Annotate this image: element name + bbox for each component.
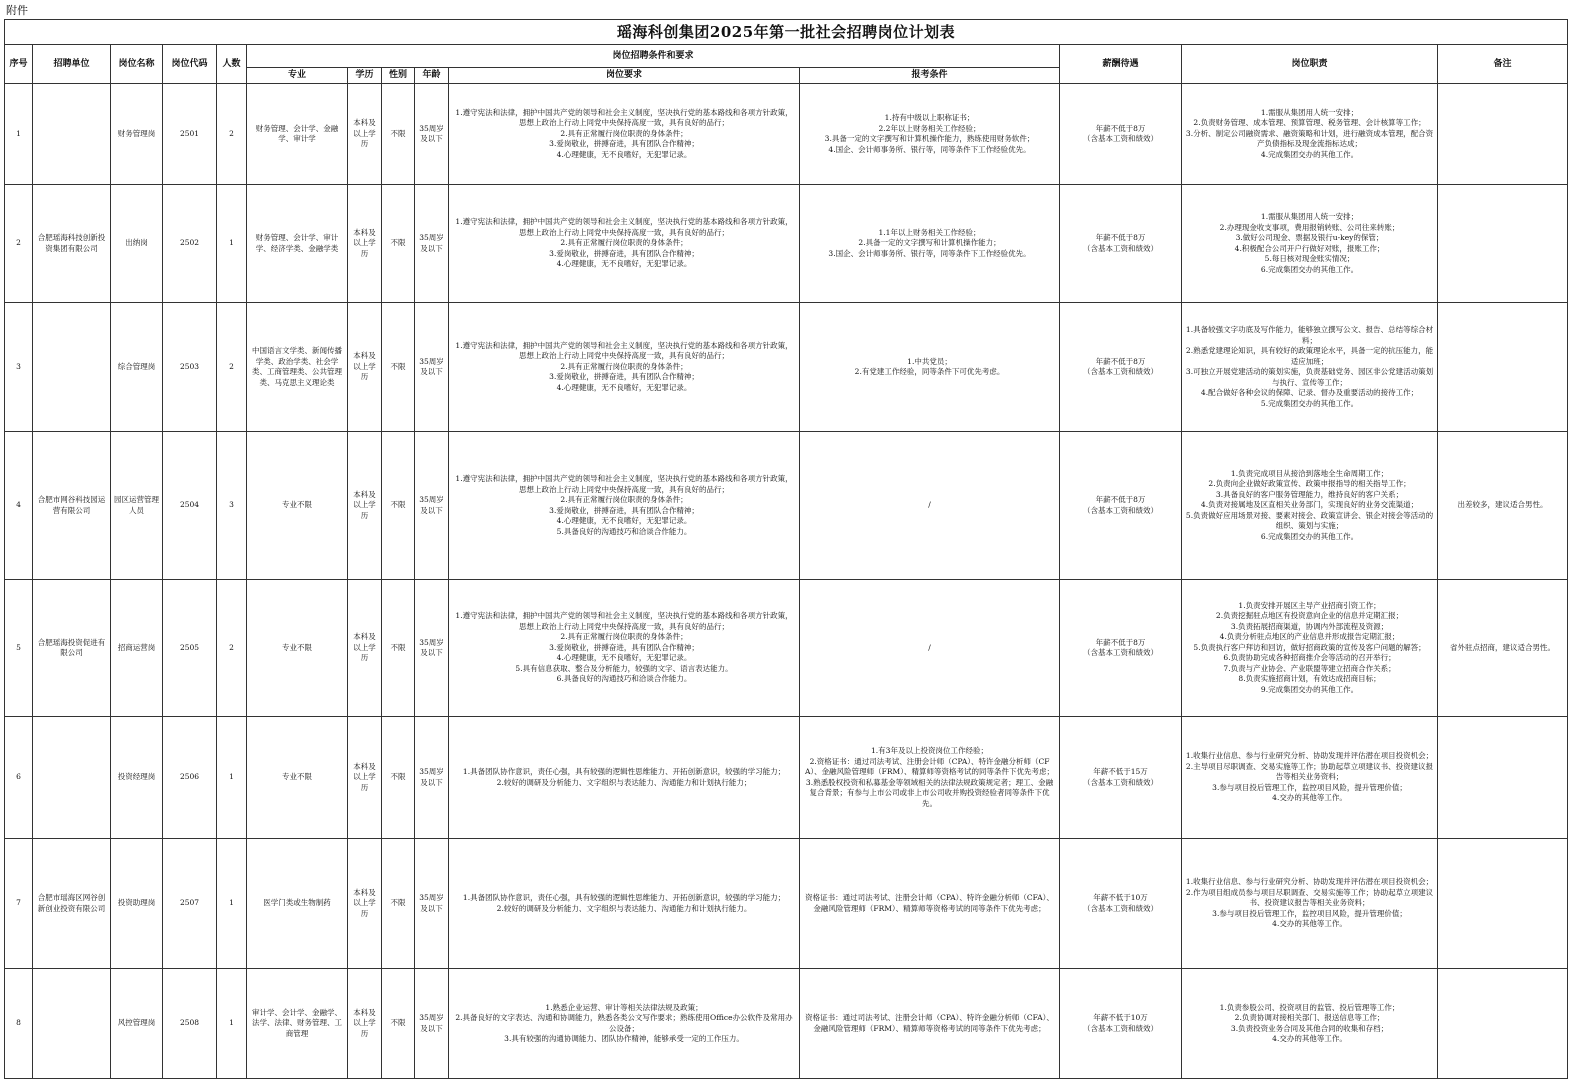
cell-duties: 1.需服从集团用人统一安排； 2.负责财务管理、成本管理、预算管理、税务管理、会计核算等工作； 3.分析、制定公司融资需求、融资策略和计划，进行融资成本管理，配合资产负债指标及现金流指标达成； 4.完成集团交办的其他工作。 <box>1182 84 1438 185</box>
cell-unit <box>33 84 111 185</box>
table-row <box>5 969 1568 1079</box>
table-row <box>5 839 1568 969</box>
cell-unit <box>33 717 111 839</box>
cell-major: 专业不限 <box>247 717 348 839</box>
cell-remarks: 出差较多，建议适合男性。 <box>1438 432 1568 580</box>
cell-age: 35周岁及以下 <box>415 185 449 303</box>
cell-unit: 合肥市瑶海区网谷创新创业投资有限公司 <box>33 839 111 969</box>
cell-salary: 年薪不低于8万 （含基本工资和绩效） <box>1060 303 1182 432</box>
cell-age: 35周岁及以下 <box>415 303 449 432</box>
cell-eligibility: 1.1年以上财务相关工作经验； 2.具备一定的文字撰写和计算机操作能力； 3.国企、会计师事务所、银行等，同等条件下工作经验优先。 <box>800 185 1060 303</box>
cell-education: 本科及以上学历 <box>348 432 382 580</box>
cell-duties: 1.具备较强文字功底及写作能力，能够独立撰写公文、报告、总结等综合材料； 2.熟悉党建理论知识，具有较好的政策理论水平，具备一定的抗压能力，能适应加班； 3.可独立开展党建活动的策划实施，负责基础党务、园区非公党建活动策划与执行、宣传等工作； 4.配合做好各种会议的保障、记录、督办及重要活动的接待工作； 5.完成集团交办的其他工作。 <box>1182 303 1438 432</box>
cell-post: 出纳岗 <box>111 185 163 303</box>
table-title: 瑶海科创集团2025年第一批社会招聘岗位计划表 <box>5 20 1568 45</box>
cell-code: 2504 <box>163 432 217 580</box>
header-unit: 招聘单位 <box>33 45 111 84</box>
cell-index: 5 <box>5 580 33 717</box>
cell-requirements: 1.遵守宪法和法律，拥护中国共产党的领导和社会主义制度，坚决执行党的基本路线和各项方针政策，思想上政治上行动上同党中央保持高度一致，具有良好的品行； 2.具有正常履行岗位职责的身体条件； 3.爱岗敬业，拼搏奋进，具有团队合作精神； 4.心理健康，无不良嗜好，无犯罪记录。 5.具有信息获取、整合及分析能力，较强的文字、语言表达能力。 6.具备良好的沟通技巧和洽谈合作能力。 <box>449 580 800 717</box>
cell-gender: 不限 <box>382 839 415 969</box>
cell-remarks <box>1438 839 1568 969</box>
cell-post: 招商运营岗 <box>111 580 163 717</box>
cell-education: 本科及以上学历 <box>348 969 382 1079</box>
header-requirements: 岗位要求 <box>449 68 800 84</box>
table-row <box>5 84 1568 185</box>
cell-age: 35周岁及以下 <box>415 84 449 185</box>
cell-unit <box>33 303 111 432</box>
cell-index: 3 <box>5 303 33 432</box>
header-major: 专业 <box>247 68 348 84</box>
table-row <box>5 432 1568 580</box>
cell-index: 2 <box>5 185 33 303</box>
header-duties: 岗位职责 <box>1182 45 1438 84</box>
table-row <box>5 717 1568 839</box>
table-row <box>5 303 1568 432</box>
cell-index: 7 <box>5 839 33 969</box>
cell-salary: 年薪不低于8万 （含基本工资和绩效） <box>1060 432 1182 580</box>
cell-count: 2 <box>217 84 247 185</box>
cell-major: 医学门类或生物制药 <box>247 839 348 969</box>
cell-eligibility: 1.中共党员； 2.有党建工作经验，同等条件下可优先考虑。 <box>800 303 1060 432</box>
cell-duties: 1.收集行业信息、参与行业研究分析、协助发现并评估潜在项目投资机会； 2.主导项目尽职调查、交易实施等工作；协助起草立项建议书、投资建议报告等相关业务资料； 3.参与项目投后管理工作，监控项目风险，提升管理价值； 4.交办的其他等工作。 <box>1182 717 1438 839</box>
header-eligibility: 报考条件 <box>800 68 1060 84</box>
cell-remarks <box>1438 185 1568 303</box>
cell-index: 1 <box>5 84 33 185</box>
cell-post: 风控管理岗 <box>111 969 163 1079</box>
cell-post: 投资经理岗 <box>111 717 163 839</box>
table-row <box>5 185 1568 303</box>
cell-requirements: 1.遵守宪法和法律，拥护中国共产党的领导和社会主义制度，坚决执行党的基本路线和各项方针政策，思想上政治上行动上同党中央保持高度一致，具有良好的品行； 2.具有正常履行岗位职责的身体条件； 3.爱岗敬业，拼搏奋进，具有团队合作精神； 4.心理健康，无不良嗜好，无犯罪记录。 <box>449 185 800 303</box>
cell-requirements: 1.熟悉企业运营、审计等相关法律法规及政策； 2.具备良好的文字表达、沟通和协调能力，熟悉各类公文写作要求；熟练使用Office办公软件及常用办公设备； 3.具有较强的沟通协调能力、团队协作精神，能够承受一定的工作压力。 <box>449 969 800 1079</box>
cell-gender: 不限 <box>382 580 415 717</box>
cell-remarks <box>1438 969 1568 1079</box>
cell-gender: 不限 <box>382 969 415 1079</box>
cell-eligibility: 资格证书：通过司法考试、注册会计师（CPA）、特许金融分析师（CFA）、金融风险管理师（FRM）、精算师等资格考试的同等条件下优先考虑； <box>800 969 1060 1079</box>
cell-eligibility: / <box>800 580 1060 717</box>
cell-unit: 合肥瑶海投资促进有限公司 <box>33 580 111 717</box>
cell-major: 财务管理、会计学、审计学、经济学类、金融学类 <box>247 185 348 303</box>
cell-gender: 不限 <box>382 84 415 185</box>
cell-count: 2 <box>217 580 247 717</box>
cell-requirements: 1.遵守宪法和法律，拥护中国共产党的领导和社会主义制度，坚决执行党的基本路线和各项方针政策，思想上政治上行动上同党中央保持高度一致，具有良好的品行； 2.具有正常履行岗位职责的身体条件； 3.爱岗敬业，拼搏奋进，具有团队合作精神； 4.心理健康，无不良嗜好，无犯罪记录。 5.具备良好的沟通技巧和洽谈合作能力。 <box>449 432 800 580</box>
cell-education: 本科及以上学历 <box>348 185 382 303</box>
cell-count: 1 <box>217 185 247 303</box>
attachment-label: 附件 <box>6 4 28 17</box>
cell-post: 财务管理岗 <box>111 84 163 185</box>
cell-eligibility: 1.持有中级以上职称证书； 2.2年以上财务相关工作经验； 3.具备一定的文字撰写和计算机操作能力，熟练使用财务软件； 4.国企、会计师事务所、银行等，同等条件下工作经验优先。 <box>800 84 1060 185</box>
cell-code: 2503 <box>163 303 217 432</box>
cell-duties: 1.收集行业信息、参与行业研究分析、协助发现并评估潜在项目投资机会； 2.作为项目组成员参与项目尽职调查、交易实施等工作；协助起草立项建议书、投资建议报告等相关业务资料； 3.参与项目投后管理工作，监控项目风险，提升管理价值； 4.交办的其他等工作。 <box>1182 839 1438 969</box>
cell-index: 8 <box>5 969 33 1079</box>
cell-major: 财务管理、会计学、金融学、审计学 <box>247 84 348 185</box>
cell-requirements: 1.遵守宪法和法律，拥护中国共产党的领导和社会主义制度，坚决执行党的基本路线和各项方针政策，思想上政治上行动上同党中央保持高度一致，具有良好的品行； 2.具有正常履行岗位职责的身体条件； 3.爱岗敬业，拼搏奋进，具有团队合作精神； 4.心理健康，无不良嗜好，无犯罪记录。 <box>449 303 800 432</box>
cell-age: 35周岁及以下 <box>415 839 449 969</box>
cell-unit <box>33 969 111 1079</box>
cell-age: 35周岁及以下 <box>415 717 449 839</box>
cell-major: 中国语言文学类、新闻传播学类、政治学类、社会学类、工商管理类、公共管理类、马克思主义理论类 <box>247 303 348 432</box>
cell-count: 1 <box>217 969 247 1079</box>
cell-code: 2506 <box>163 717 217 839</box>
cell-code: 2505 <box>163 580 217 717</box>
cell-salary: 年薪不低于8万 （含基本工资和绩效） <box>1060 580 1182 717</box>
cell-duties: 1.负责安排开展区主导产业招商引资工作； 2.负责挖掘驻点地区有投资意向企业的信息并定期汇报； 3.负责拓展招商渠道，协调内外部流程及资源； 4.负责分析驻点地区的产业信息并形成报告定期汇报； 5.负责执行客户拜访和回访，做好招商政策的宣传及客户问题的解答； 6.负责协助完成各种招商推介会等活动的召开举行； 7.负责与产业协会、产业联盟等建立招商合作关系； 8.负责实施招商计划，有效达成招商目标； 9.完成集团交办的其他工作。 <box>1182 580 1438 717</box>
header-count: 人数 <box>217 45 247 84</box>
cell-eligibility: 资格证书：通过司法考试、注册会计师（CPA）、特许金融分析师（CFA）、金融风险管理师（FRM）、精算师等资格考试的同等条件下优先考虑； <box>800 839 1060 969</box>
cell-code: 2508 <box>163 969 217 1079</box>
header-gender: 性别 <box>382 68 415 84</box>
header-conditions: 岗位招聘条件和要求 <box>247 45 1060 68</box>
cell-remarks: 省外驻点招商，建议适合男性。 <box>1438 580 1568 717</box>
cell-code: 2501 <box>163 84 217 185</box>
cell-duties: 1.需服从集团用人统一安排； 2.办理现金收支事项，费用报销转账、公司往来转账； 3.做好公司现金、票据及银行u-key的保管； 4.积极配合公司开户行做好对账，报账工作； 5.每日核对现金账实情况； 6.完成集团交办的其他工作。 <box>1182 185 1438 303</box>
cell-major: 专业不限 <box>247 580 348 717</box>
cell-salary: 年薪不低于8万 （含基本工资和绩效） <box>1060 185 1182 303</box>
header-row-1 <box>5 45 1568 68</box>
cell-remarks <box>1438 303 1568 432</box>
cell-remarks <box>1438 717 1568 839</box>
cell-requirements: 1.具备团队协作意识，责任心强，具有较强的逻辑性思维能力、开拓创新意识，较强的学习能力； 2.较好的调研及分析能力、文字组织与表达能力、沟通能力和计划执行能力。 <box>449 839 800 969</box>
cell-education: 本科及以上学历 <box>348 580 382 717</box>
cell-duties: 1.负责参股公司、投资项目的监管、投后管理等工作； 2.负责协调对接相关部门、报送信息等工作； 3.负责投资业务合同及其他合同的收集和存档； 4.交办的其他等工作。 <box>1182 969 1438 1079</box>
cell-unit: 合肥瑶海科技创新投资集团有限公司 <box>33 185 111 303</box>
cell-gender: 不限 <box>382 303 415 432</box>
cell-code: 2502 <box>163 185 217 303</box>
cell-unit: 合肥市网谷科技园运营有限公司 <box>33 432 111 580</box>
cell-remarks <box>1438 84 1568 185</box>
cell-eligibility: / <box>800 432 1060 580</box>
cell-education: 本科及以上学历 <box>348 303 382 432</box>
cell-salary: 年薪不低于10万 （含基本工资和绩效） <box>1060 839 1182 969</box>
cell-salary: 年薪不低于8万 （含基本工资和绩效） <box>1060 84 1182 185</box>
header-index: 序号 <box>5 45 33 84</box>
recruitment-plan-table <box>4 19 1568 1079</box>
cell-count: 3 <box>217 432 247 580</box>
cell-education: 本科及以上学历 <box>348 717 382 839</box>
header-age: 年龄 <box>415 68 449 84</box>
cell-age: 35周岁及以下 <box>415 580 449 717</box>
cell-post: 园区运营管理人员 <box>111 432 163 580</box>
cell-education: 本科及以上学历 <box>348 839 382 969</box>
cell-major: 审计学、会计学、金融学、法学、法律、财务管理、工商管理 <box>247 969 348 1079</box>
cell-age: 35周岁及以下 <box>415 432 449 580</box>
cell-eligibility: 1.有3年及以上投资岗位工作经验； 2.资格证书：通过司法考试、注册会计师（CPA）、特许金融分析师（CFA）、金融风险管理师（FRM）、精算师等资格考试的同等条件下优先考虑； 3.熟悉股权投资和私募基金等领域相关的法律法规政策规定者；理工、金融复合背景；有参与上市公司或非上市公司收并购投资经验者同等条件下优先。 <box>800 717 1060 839</box>
header-post: 岗位名称 <box>111 45 163 84</box>
cell-count: 2 <box>217 303 247 432</box>
cell-count: 1 <box>217 717 247 839</box>
cell-requirements: 1.遵守宪法和法律，拥护中国共产党的领导和社会主义制度，坚决执行党的基本路线和各项方针政策，思想上政治上行动上同党中央保持高度一致，具有良好的品行； 2.具有正常履行岗位职责的身体条件； 3.爱岗敬业，拼搏奋进，具有团队合作精神； 4.心理健康，无不良嗜好，无犯罪记录。 <box>449 84 800 185</box>
cell-duties: 1.负责完成项目从接洽到落地全生命周期工作； 2.负责向企业做好政策宣传、政策申报指导的相关指导工作； 3.具备良好的客户服务管理能力，维持良好的客户关系； 4.负责对接属地及区直相关业务部门，实现良好的业务交流渠道； 5.负责做好应用场景对接、要素对接会、政策宣讲会、银企对接会等活动的组织、策划与实施； 6.完成集团交办的其他工作。 <box>1182 432 1438 580</box>
cell-gender: 不限 <box>382 432 415 580</box>
cell-education: 本科及以上学历 <box>348 84 382 185</box>
cell-gender: 不限 <box>382 185 415 303</box>
cell-post: 综合管理岗 <box>111 303 163 432</box>
header-code: 岗位代码 <box>163 45 217 84</box>
header-salary: 薪酬待遇 <box>1060 45 1182 84</box>
cell-age: 35周岁及以下 <box>415 969 449 1079</box>
cell-index: 6 <box>5 717 33 839</box>
cell-index: 4 <box>5 432 33 580</box>
cell-count: 1 <box>217 839 247 969</box>
cell-salary: 年薪不低于10万 （含基本工资和绩效） <box>1060 969 1182 1079</box>
header-remarks: 备注 <box>1438 45 1568 84</box>
cell-major: 专业不限 <box>247 432 348 580</box>
table-row <box>5 580 1568 717</box>
header-education: 学历 <box>348 68 382 84</box>
cell-code: 2507 <box>163 839 217 969</box>
cell-requirements: 1.具备团队协作意识，责任心强，具有较强的逻辑性思维能力、开拓创新意识，较强的学习能力； 2.较好的调研及分析能力、文字组织与表达能力、沟通能力和计划执行能力； <box>449 717 800 839</box>
cell-salary: 年薪不低于15万 （含基本工资和绩效） <box>1060 717 1182 839</box>
cell-post: 投资助理岗 <box>111 839 163 969</box>
cell-gender: 不限 <box>382 717 415 839</box>
